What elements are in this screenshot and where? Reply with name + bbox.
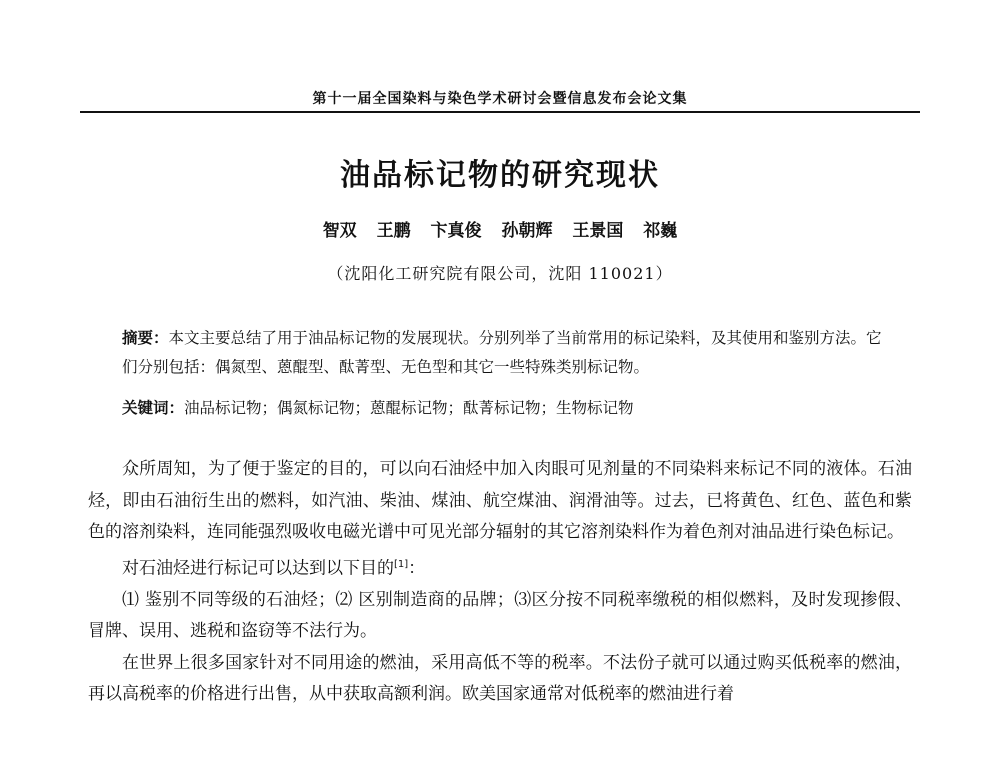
keywords: [122, 393, 892, 423]
body-paragraph: 在世界上很多国家针对不同用途的燃油，采用高低不等的税率。不法份子就可以通过购买低税率的燃油，再以高税率的价格进行出售，从中获取高额利润。欧美国家通常对低税率的燃油进行着: [88, 652, 912, 705]
author-name: 孙朝辉: [501, 221, 553, 241]
keywords-text: 油品标记物；偶氮标记物；蒽醌标记物；酞菁标记物；生物标记物: [184, 399, 634, 417]
author-list: [0, 216, 1000, 241]
body-paragraph-text: 对石油烃进行标记可以达到以下目的: [122, 558, 394, 579]
paper-title: 油品标记物的研究现状: [340, 158, 660, 193]
body-paragraph: [88, 549, 912, 585]
citation-reference[interactable]: [1]: [394, 558, 409, 570]
body-paragraph-end: ：: [408, 558, 426, 579]
author-name: 王景国: [572, 221, 624, 241]
abstract-text: 本文主要总结了用于油品标记物的发展现状。分别列举了当前常用的标记染料，及其使用和鉴别方法。它们分别包括：偶氮型、蒽醌型、酞菁型、无色型和其它一些特殊类别标记物。: [122, 329, 882, 376]
body-paragraph: 众所周知，为了便于鉴定的目的，可以向石油烃中加入肉眼可见剂量的不同染料来标记不同的液体。石油烃，即由石油衍生出的燃料，如汽油、柴油、煤油、航空煤油、润滑油等。过去，已将黄色、红色、蓝色和紫色的溶剂染料，连同能强烈吸收电磁光谱中可见光部分辐射的其它溶剂染料作为着色剂对油品进行染色标记。: [88, 459, 912, 542]
abstract: [122, 323, 892, 382]
author-name: 卞真俊: [430, 221, 482, 241]
body-paragraph: ⑴ 鉴别不同等级的石油烃；⑵ 区别制造商的品牌；⑶区分按不同税率缴税的相似燃料，及时发现掺假、冒牌、误用、逃税和盗窃等不法行为。: [88, 589, 912, 642]
author-name: 智双: [322, 221, 357, 241]
affiliation: （沈阳化工研究院有限公司，沈阳 110021）: [327, 264, 673, 283]
header-rule: [80, 111, 920, 113]
keywords-label: 关键词：: [122, 398, 185, 417]
running-header: 第十一届全国染料与染色学术研讨会暨信息发布会论文集: [312, 91, 688, 107]
author-name: 王鹏: [376, 221, 411, 241]
body-text: [88, 454, 912, 711]
author-name: 祁巍: [643, 221, 678, 241]
abstract-label: 摘要：: [122, 328, 169, 347]
